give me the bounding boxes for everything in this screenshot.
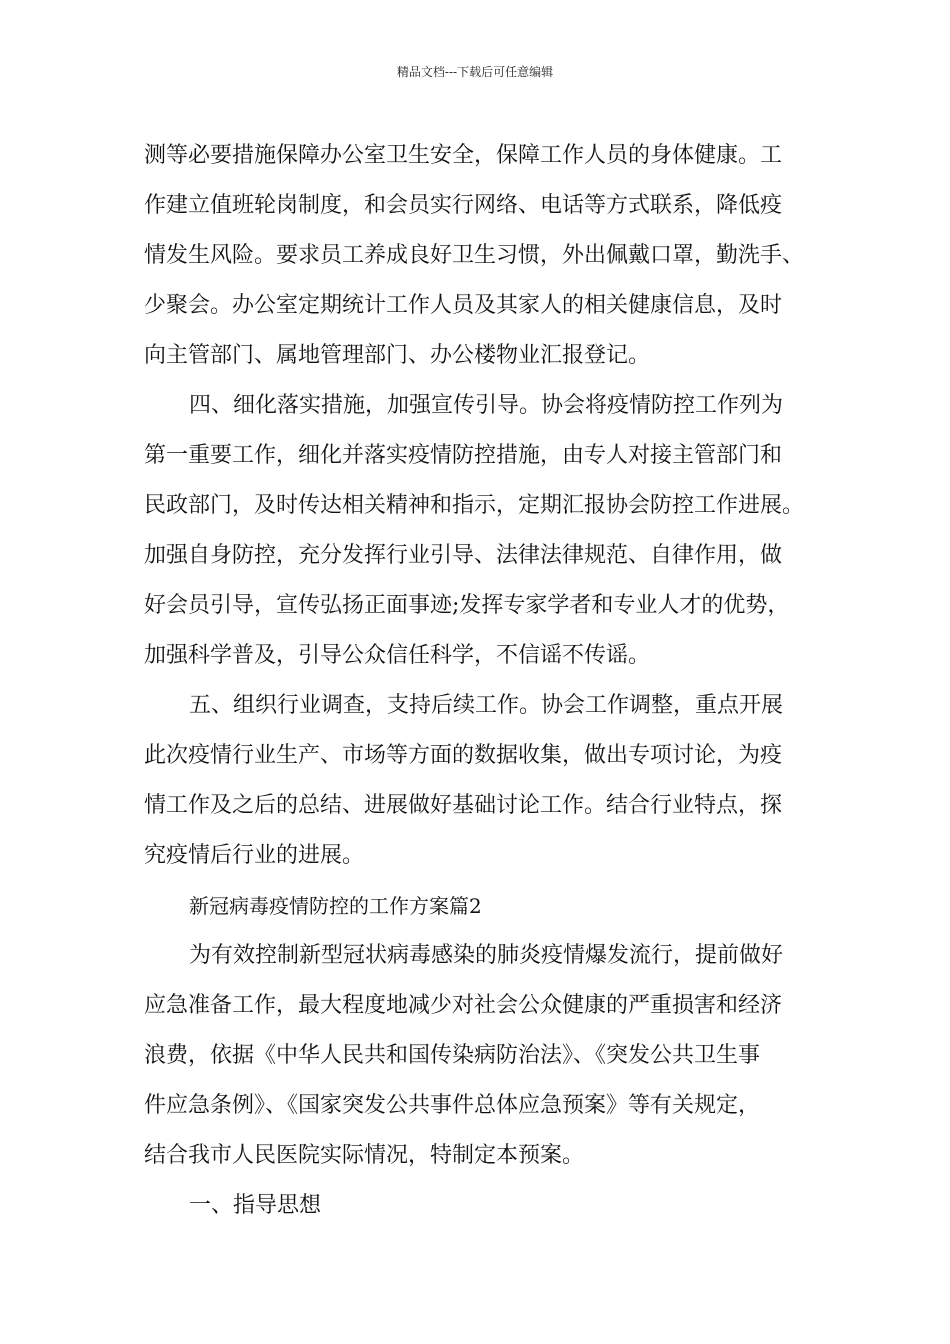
text-line: 情发生风险。要求员工养成良好卫生习惯，外出佩戴口罩，勤洗手、 bbox=[144, 243, 805, 268]
text-line: 民政部门，及时传达相关精神和指示，定期汇报协会防控工作进展。 bbox=[144, 493, 805, 518]
text-line: 加强科学普及，引导公众信任科学，不信谣不传谣。 bbox=[144, 643, 651, 668]
text-line: 情工作及之后的总结、进展做好基础讨论工作。结合行业特点，探 bbox=[144, 793, 783, 818]
text-line: 测等必要措施保障办公室卫生安全，保障工作人员的身体健康。工 bbox=[144, 143, 783, 168]
text-line: 件应急条例》、《国家突发公共事件总体应急预案》等有关规定， bbox=[144, 1093, 761, 1118]
text-line: 好会员引导，宣传弘扬正面事迹;发挥专家学者和专业人才的优势， bbox=[144, 593, 790, 618]
text-line: 浪费，依据《中华人民共和国传染病防治法》、《突发公共卫生事 bbox=[144, 1043, 761, 1068]
document-body bbox=[144, 131, 828, 1231]
paragraph-start-line: 四、细化落实措施，加强宣传引导。协会将疫情防控工作列为 bbox=[189, 393, 784, 418]
text-line: 向主管部门、属地管理部门、办公楼物业汇报登记。 bbox=[144, 343, 651, 368]
paragraph-start-line: 为有效控制新型冠状病毒感染的肺炎疫情爆发流行，提前做好 bbox=[189, 943, 784, 968]
section-title: 新冠病毒疫情防控的工作方案篇2 bbox=[189, 894, 482, 918]
text-line: 加强自身防控，充分发挥行业引导、法律法律规范、自律作用，做 bbox=[144, 543, 783, 568]
text-line: 少聚会。办公室定期统计工作人员及其家人的相关健康信息，及时 bbox=[144, 293, 783, 318]
text-line: 究疫情后行业的进展。 bbox=[144, 843, 365, 868]
paragraph-start-line: 五、组织行业调查，支持后续工作。协会工作调整，重点开展 bbox=[189, 693, 784, 718]
text-line: 应急准备工作，最大程度地减少对社会公众健康的严重损害和经济 bbox=[144, 993, 783, 1018]
page-header: 精品文档---下载后可任意编辑 bbox=[396, 65, 554, 79]
text-line: 结合我市人民医院实际情况，特制定本预案。 bbox=[144, 1143, 585, 1168]
subsection-heading: 一、指导思想 bbox=[189, 1193, 322, 1218]
text-line: 作建立值班轮岗制度，和会员实行网络、电话等方式联系，降低疫 bbox=[144, 193, 783, 218]
text-line: 第一重要工作，细化并落实疫情防控措施，由专人对接主管部门和 bbox=[144, 443, 783, 468]
text-line: 此次疫情行业生产、市场等方面的数据收集，做出专项讨论，为疫 bbox=[144, 743, 783, 768]
